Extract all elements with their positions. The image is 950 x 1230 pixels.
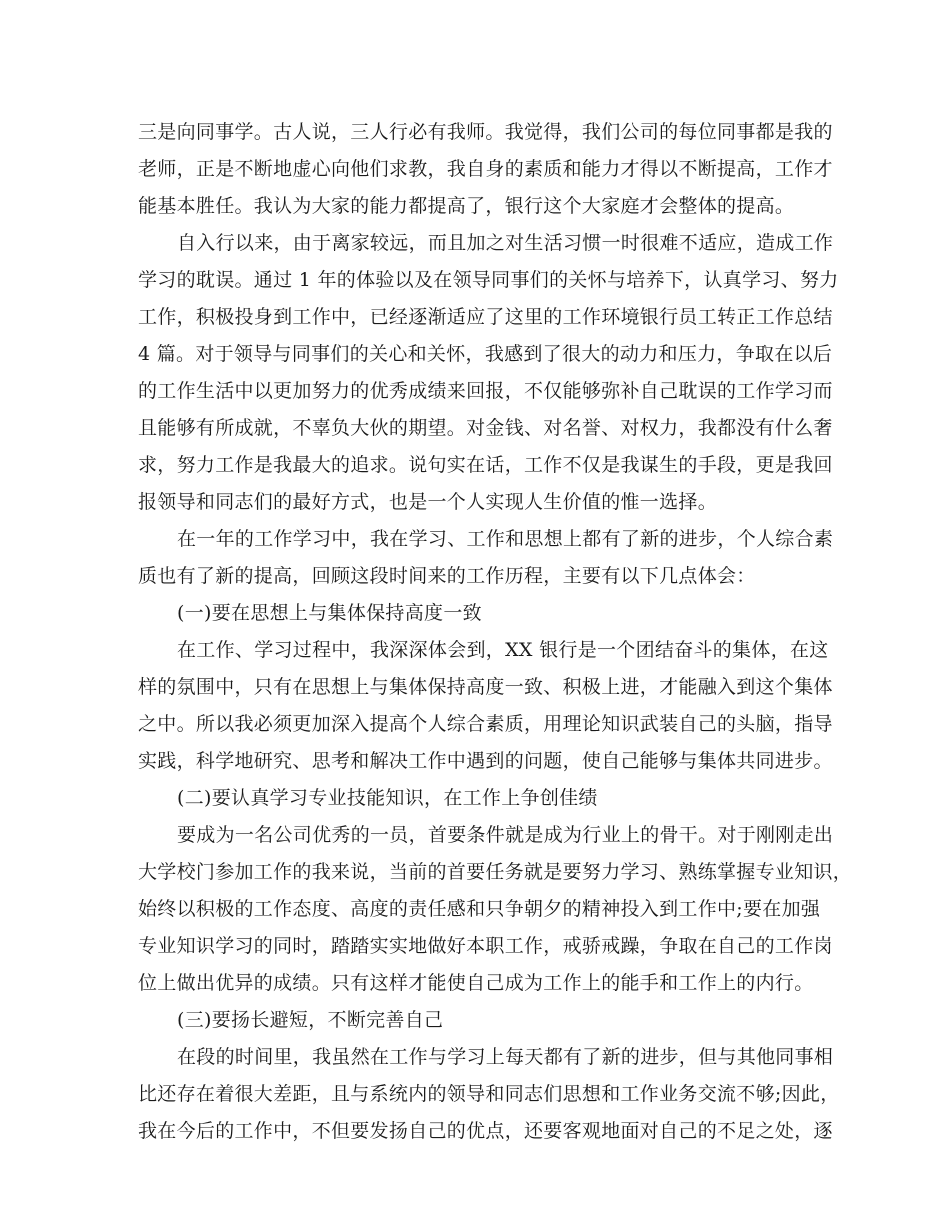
- text-line: 之中。所以我必须更加深入提高个人综合素质，用理论知识武装自己的头脑，指导: [138, 713, 833, 735]
- text-line: 质也有了新的提高，回顾这段时间来的工作历程，主要有以下几点体会：: [138, 565, 756, 587]
- text-line: 大学校门参加工作的我来说，当前的首要任务就是要努力学习、熟练掌握专业知识，: [138, 861, 853, 883]
- section-heading: (三)要扬长避短，不断完善自己: [177, 1009, 444, 1031]
- text-line: 学习的耽误。通过 1 年的体验以及在领导同事们的关怀与培养下，认真学习、努力: [138, 269, 839, 291]
- text-line: 能基本胜任。我认为大家的能力都提高了，银行这个大家庭才会整体的提高。: [138, 195, 795, 217]
- text-line: 4 篇。对于领导与同事们的关心和关怀，我感到了很大的动力和压力，争取在以后: [138, 343, 833, 365]
- text-line: 老师，正是不断地虚心向他们求教，我自身的素质和能力才得以不断提高，工作才: [138, 158, 833, 180]
- text-line: 三是向同事学。古人说，三人行必有我师。我觉得，我们公司的每位同事都是我的: [138, 121, 833, 143]
- paragraph-start-line: 在段的时间里，我虽然在工作与学习上每天都有了新的进步，但与其他同事相: [177, 1046, 834, 1068]
- text-line: 且能够有所成就，不辜负大伙的期望。对金钱、对名誉、对权力，我都没有什么奢: [138, 417, 833, 439]
- paragraph-start-line: 在工作、学习过程中，我深深体会到，XX 银行是一个团结奋斗的集体，在这: [177, 639, 829, 661]
- paragraph-start-line: 要成为一名公司优秀的一员，首要条件就是成为行业上的骨干。对于刚刚走出: [177, 824, 834, 846]
- text-line: 位上做出优异的成绩。只有这样才能使自己成为工作上的能手和工作上的内行。: [138, 972, 814, 994]
- text-line: 比还存在着很大差距，且与系统内的领导和同志们思想和工作业务交流不够;因此，: [138, 1083, 840, 1105]
- paragraph-start-line: 在一年的工作学习中，我在学习、工作和思想上都有了新的进步，个人综合素: [177, 528, 834, 550]
- text-line: 样的氛围中，只有在思想上与集体保持高度一致、积极上进，才能融入到这个集体: [138, 676, 833, 698]
- text-line: 求，努力工作是我最大的追求。说句实在话，工作不仅是我谋生的手段，更是我回: [138, 454, 833, 476]
- text-line: 我在今后的工作中，不但要发扬自己的优点，还要客观地面对自己的不足之处，逐: [138, 1120, 833, 1142]
- text-line: 工作，积极投身到工作中，已经逐渐适应了这里的工作环境银行员工转正工作总结: [138, 306, 833, 328]
- section-heading: (二)要认真学习专业技能知识，在工作上争创佳绩: [177, 787, 598, 809]
- document-body: [138, 114, 853, 1150]
- text-line: 的工作生活中以更加努力的优秀成绩来回报，不仅能够弥补自己耽误的工作学习而: [138, 380, 833, 402]
- text-line: 实践，科学地研究、思考和解决工作中遇到的问题，使自己能够与集体共同进步。: [138, 750, 833, 772]
- text-line: 始终以积极的工作态度、高度的责任感和只争朝夕的精神投入到工作中;要在加强: [138, 898, 821, 920]
- text-line: 报领导和同志们的最好方式，也是一个人实现人生价值的惟一选择。: [138, 491, 718, 513]
- text-line: 专业知识学习的同时，踏踏实实地做好本职工作，戒骄戒躁，争取在自己的工作岗: [138, 935, 833, 957]
- paragraph-start-line: 自入行以来，由于离家较远，而且加之对生活习惯一时很难不适应，造成工作: [177, 232, 834, 254]
- section-heading: (一)要在思想上与集体保持高度一致: [177, 602, 482, 624]
